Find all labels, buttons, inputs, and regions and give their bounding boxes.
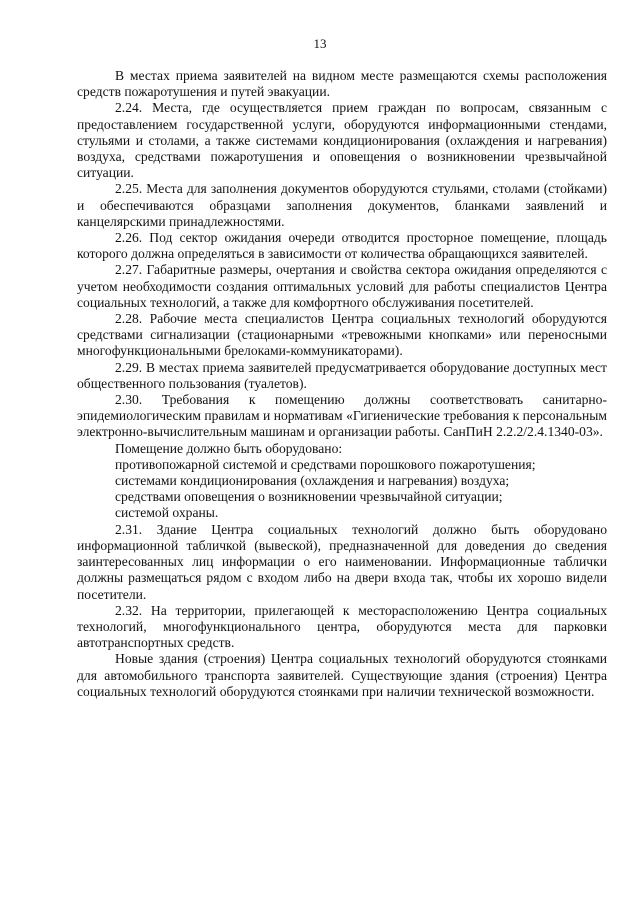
paragraph-2-32: 2.32. На территории, прилегающей к месторасположению Центра социальных технологий, многофункционального центра, оборудуются места для парковки автотранспортных средств. [77,602,607,651]
paragraph-2-24: 2.24. Места, где осуществляется прием граждан по вопросам, связанным с предоставлением государственной услуги, оборудуются информационными стендами, стульями и столами, а также системами кондиционирования (охлаждения и нагревания) воздуха, средствами пожаротушения и оповещения о возникновении чрезвычайной ситуации. [77,100,607,181]
paragraph-new-buildings: Новые здания (строения) Центра социальных технологий оборудуются стоянками для автомобильного транспорта заявителей. Существующие здания (строения) Центра социальных технологий оборудуются стоянками при наличии технической возможности. [77,651,607,699]
list-item-emergency-alert: средствами оповещения о возникновении чрезвычайной ситуации; [115,489,503,505]
paragraph-2-29: 2.29. В местах приема заявителей предусматривается оборудование доступных мест общественного пользования (туалетов). [77,359,607,391]
list-item-security-system: системой охраны. [115,505,219,521]
paragraph-2-31: 2.31. Здание Центра социальных технологий должно быть оборудовано информационной табличкой (вывеской), предназначенной для доведения до сведения заинтересованных лиц информации о его наименовании. Информационные таблички должны размещаться рядом с входом либо на двери входа так, чтобы их хорошо видели посетители. [77,521,607,602]
paragraph-equipment-intro: Помещение должно быть оборудовано: [115,440,343,456]
page-number: 13 [313,36,327,51]
paragraph-2-25: 2.25. Места для заполнения документов оборудуются стульями, столами (стойками) и обеспечиваются образцами заполнения документов, бланками заявлений и канцелярскими принадлежностями. [77,181,607,229]
list-item-fire-system: противопожарной системой и средствами порошкового пожаротушения; [115,456,536,472]
list-item-air-conditioning: системами кондиционирования (охлаждения и нагревания) воздуха; [115,473,510,489]
paragraph-2-28: 2.28. Рабочие места специалистов Центра социальных технологий оборудуются средствами сигнализации (стационарными «тревожными кнопками» или переносными многофункциональными брелоками-коммуникаторами). [77,311,607,359]
paragraph-evacuation-schemes: В местах приема заявителей на видном месте размещаются схемы расположения средств пожаротушения и путей эвакуации. [77,68,607,100]
paragraph-2-26: 2.26. Под сектор ожидания очереди отводится просторное помещение, площадь которого должна определяться в зависимости от количества обращающихся заявителей. [77,230,607,262]
paragraph-2-30: 2.30. Требования к помещению должны соответствовать санитарно-эпидемиологическим правилам и нормативам «Гигиенические требования к персональным электронно-вычислительным машинам и организации работы. СанПиН 2.2.2/2.4.1340-03». [77,392,607,440]
document-body [77,68,607,700]
paragraph-2-27: 2.27. Габаритные размеры, очертания и свойства сектора ожидания определяются с учетом необходимости создания оптимальных условий для работы специалистов Центра социальных технологий, а также для комфортного обслуживания посетителей. [77,262,607,310]
